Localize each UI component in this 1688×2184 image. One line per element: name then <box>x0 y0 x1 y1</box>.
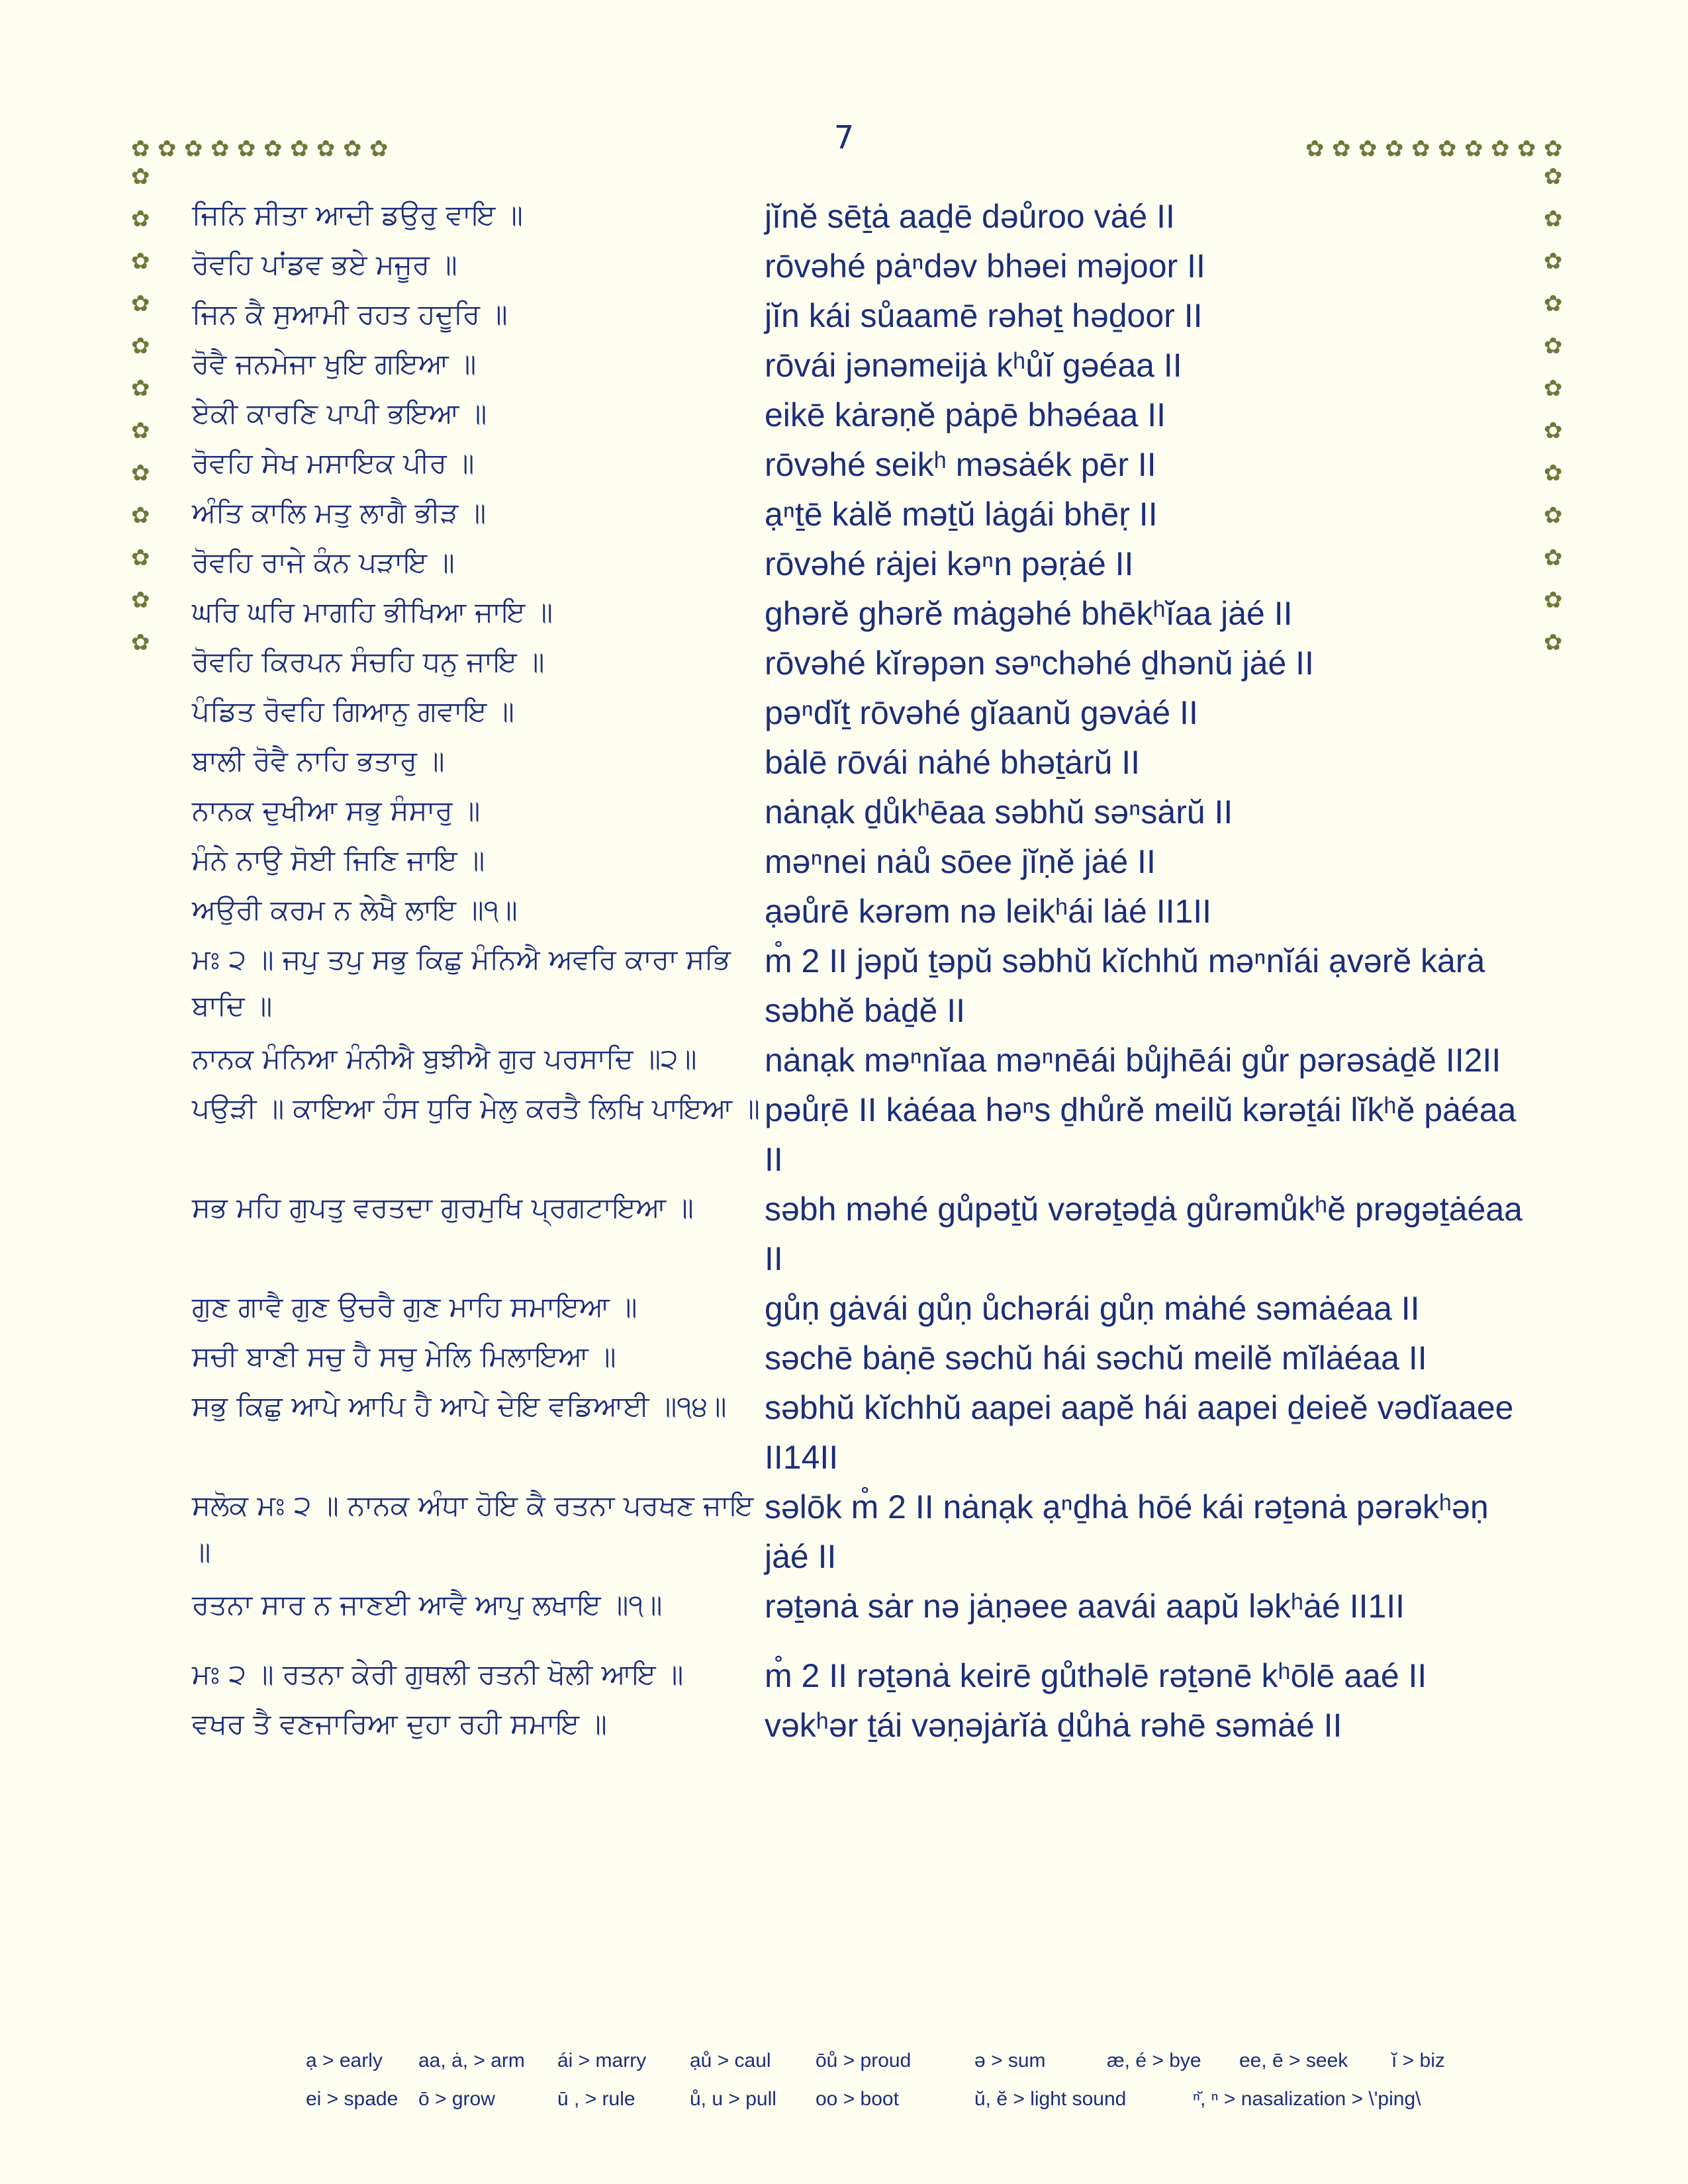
verse-row <box>192 242 1529 291</box>
flower-icon: ✿ <box>131 206 150 232</box>
transliteration-line: eikē kȧrəṇĕ pȧpē bhəéaa II <box>765 396 1166 433</box>
transliteration-line: ạəůrē kərəm nə leikʰái lȧé II1II <box>765 893 1212 930</box>
verse-row <box>192 1482 1529 1582</box>
transliteration-line: məⁿnei nȧů sōee jĭṇĕ jȧé II <box>765 843 1156 880</box>
flower-icon: ✿ <box>131 333 150 359</box>
legend-row <box>306 2080 1497 2118</box>
transliteration-line: rōvái jənəmeijȧ kʰůĭ gəéaa II <box>765 347 1182 384</box>
transliteration-line: rōvəhé kĭrəpən səⁿchəhé ḏhənŭ jȧé II <box>765 645 1314 682</box>
legend-item: ĭ > biz <box>1391 2050 1445 2071</box>
flower-icon: ✿ <box>1411 136 1430 162</box>
transliteration-line: rōvəhé pȧⁿdəv bhəei məjoor II <box>765 248 1205 285</box>
gurmukhi-line: ਪੰਡਿਤ ਰੋਵਹਿ ਗਿਆਨੁ ਗਵਾਇ ॥ <box>192 695 514 727</box>
verse-row <box>192 1085 1529 1185</box>
verse-row <box>192 1185 1529 1284</box>
flower-icon: ✿ <box>184 136 203 162</box>
gurmukhi-line: ਪਉੜੀ ॥ ਕਾਇਆ ਹੰਸ ਧੁਰਿ ਮੇਲੁ ਕਰਤੈ ਲਿਖਿ ਪਾਇਆ ॥ <box>192 1092 760 1124</box>
transliteration-line: jĭnĕ sēṯȧ aaḏē dəůroo vȧé II <box>765 198 1175 235</box>
transliteration-line: m̊ 2 II rəṯənȧ keirē gůthəlē rəṯənē kʰōlē aaé II <box>765 1657 1427 1694</box>
flower-icon: ✿ <box>131 502 150 529</box>
flower-icon: ✿ <box>1544 545 1563 571</box>
transliteration-line: rōvəhé rȧjei kəⁿn pəṛȧé II <box>765 545 1134 582</box>
transliteration-line: rəṯənȧ sȧr nə jȧṇəee aavái aapŭ ləkʰȧé II1II <box>765 1588 1405 1625</box>
flower-icon: ✿ <box>131 545 150 571</box>
legend-item: ạů > caul <box>690 2050 771 2071</box>
transliteration-line: səbhŭ kĭchhŭ aapei aapĕ hái aapei ḏeieĕ vədĭaaee II14II <box>765 1389 1514 1476</box>
flower-icon: ✿ <box>1305 136 1325 162</box>
flower-icon: ✿ <box>1544 136 1563 162</box>
legend-item: ái > marry <box>557 2050 647 2071</box>
verse-row <box>192 539 1529 589</box>
transliteration-line: ghərĕ ghərĕ mȧgəhé bhēkʰĭaa jȧé II <box>765 595 1293 632</box>
gurmukhi-line: ਅਉਰੀ ਕਰਮ ਨ ਲੇਖੈ ਲਾਇ ॥੧॥ <box>192 893 518 926</box>
gurmukhi-line: ਸਚੀ ਬਾਣੀ ਸਚੁ ਹੈ ਸਚੁ ਮੇਲਿ ਮਿਲਾਇਆ ॥ <box>192 1340 616 1373</box>
flower-icon: ✿ <box>1544 375 1563 402</box>
flower-icon: ✿ <box>211 136 230 162</box>
verse-row <box>192 440 1529 490</box>
gurmukhi-line: ਸਭ ਮਹਿ ਗੁਪਤੁ ਵਰਤਦਾ ਗੁਰਮੁਖਿ ਪ੍ਰਗਟਾਇਆ ॥ <box>192 1191 694 1224</box>
gurmukhi-line: ਵਖਰ ਤੈ ਵਣਜਾਰਿਆ ਦੁਹਾ ਰਹੀ ਸਮਾਇ ॥ <box>192 1707 607 1740</box>
verse-row <box>192 1036 1529 1085</box>
transliteration-line: gůṇ gȧvái gůṇ ůchərái gůṇ mȧhé səmȧéaa II <box>765 1290 1420 1327</box>
transliteration-line: vəkʰər ṯái vəṇəjȧrĭȧ ḏůhȧ rəhē səmȧé II <box>765 1707 1342 1744</box>
flower-icon: ✿ <box>131 375 150 402</box>
flower-icon: ✿ <box>1332 136 1351 162</box>
flower-icon: ✿ <box>1544 502 1563 529</box>
gurmukhi-line: ਏਕੀ ਕਾਰਣਿ ਪਾਪੀ ਭਇਆ ॥ <box>192 397 487 430</box>
transliteration-line: pəůṛē II kȧéaa həⁿs ḏhůrĕ meilŭ kərəṯái lĭkʰĕ pȧéaa II <box>765 1091 1517 1178</box>
page-number: 7 <box>833 119 855 156</box>
flower-icon: ✿ <box>131 460 150 486</box>
legend-item: ⁿ̆, ⁿ > nasalization > \'ping\ <box>1193 2088 1421 2110</box>
flower-icon: ✿ <box>343 136 362 162</box>
flower-icon: ✿ <box>290 136 309 162</box>
legend-item: ə > sum <box>974 2050 1046 2071</box>
flower-icon: ✿ <box>131 291 150 317</box>
flower-icon: ✿ <box>1544 460 1563 486</box>
verse-row <box>192 589 1529 639</box>
flower-icon: ✿ <box>1544 163 1563 190</box>
transliteration-line: m̊ 2 II jəpŭ ṯəpŭ səbhŭ kĭchhŭ məⁿnĭái ạvərĕ kȧrȧ səbhĕ bȧḏĕ II <box>765 942 1485 1029</box>
flower-icon: ✿ <box>131 629 150 656</box>
gurmukhi-line: ਘਰਿ ਘਰਿ ਮਾਗਹਿ ਭੀਖਿਆ ਜਾਇ ॥ <box>192 596 553 628</box>
flower-icon: ✿ <box>1385 136 1404 162</box>
legend-row <box>306 2042 1497 2080</box>
legend-item: ŭ, ĕ > light sound <box>974 2088 1127 2110</box>
gurmukhi-line: ਬਾਲੀ ਰੋਵੈ ਨਾਹਿ ਭਤਾਰੁ ॥ <box>192 745 445 777</box>
transliteration-line: səbh məhé gůpəṯŭ vərəṯəḏȧ gůrəmůkʰĕ prəgəṯȧéaa II <box>765 1191 1523 1277</box>
flower-icon: ✿ <box>1358 136 1378 162</box>
flower-icon: ✿ <box>1517 136 1536 162</box>
flower-icon: ✿ <box>237 136 256 162</box>
flower-icon: ✿ <box>1464 136 1483 162</box>
verse-row <box>192 1582 1529 1631</box>
legend-item: ō > grow <box>418 2088 495 2110</box>
gurmukhi-line: ਰੋਵਹਿ ਰਾਜੇ ਕੰਨ ਪੜਾਇ ॥ <box>192 546 455 578</box>
gurmukhi-line: ਸਭੁ ਕਿਛੁ ਆਪੇ ਆਪਿ ਹੈ ਆਪੇ ਦੇਇ ਵਡਿਆਈ ॥੧੪॥ <box>192 1390 727 1422</box>
flower-icon: ✿ <box>131 136 150 162</box>
flower-icon: ✿ <box>369 136 389 162</box>
flower-icon: ✿ <box>1544 333 1563 359</box>
gurmukhi-line: ਜਿਨਿ ਸੀਤਾ ਆਦੀ ਡਉਰੁ ਵਾਇ ॥ <box>192 199 523 231</box>
legend-item: aa, ȧ, > arm <box>418 2050 525 2071</box>
pronunciation-legend <box>306 2042 1497 2118</box>
verse-row <box>192 1284 1529 1334</box>
flower-icon: ✿ <box>131 418 150 444</box>
legend-item: ei > spade <box>306 2088 399 2110</box>
flower-icon: ✿ <box>131 163 150 190</box>
legend-item: oo > boot <box>816 2088 899 2110</box>
legend-item: ōů > proud <box>816 2050 912 2071</box>
verse-row <box>192 1701 1529 1751</box>
flower-icon: ✿ <box>1544 206 1563 232</box>
transliteration-line: nȧnạk ḏůkʰēaa səbhŭ səⁿsȧrŭ II <box>765 794 1233 831</box>
flower-icon: ✿ <box>131 587 150 614</box>
verse-row <box>192 688 1529 738</box>
verse-row <box>192 936 1529 1036</box>
gurmukhi-line: ਮੰਨੇ ਨਾਉ ਸੋਈ ਜਿਣਿ ਜਾਇ ॥ <box>192 844 485 876</box>
flower-icon: ✿ <box>1438 136 1457 162</box>
flower-icon: ✿ <box>1544 587 1563 614</box>
flower-icon: ✿ <box>158 136 177 162</box>
gurmukhi-line: ਸਲੋਕ ਮਃ ੨ ॥ ਨਾਨਕ ਅੰਧਾ ਹੋਇ ਕੈ ਰਤਨਾ ਪਰਖਣ ਜਾਇ ॥ <box>192 1489 763 1568</box>
transliteration-line: səlōk m̊ 2 II nȧnạk ạⁿḏhȧ hōé kái rəṯənȧ pərəkʰəṇ jȧé II <box>765 1488 1489 1575</box>
flower-icon: ✿ <box>1491 136 1510 162</box>
verse-row <box>192 1383 1529 1482</box>
verse-row <box>192 192 1529 242</box>
verse-row <box>192 490 1529 539</box>
legend-item: ů, u > pull <box>690 2088 776 2110</box>
gurmukhi-line: ਰੋਵਹਿ ਪਾਂਡਵ ਭਏ ਮਜੂਰ ॥ <box>192 248 457 281</box>
gurmukhi-line: ਨਾਨਕ ਮੰਨਿਆ ਮੰਨੀਐ ਬੁਝੀਐ ਗੁਰ ਪਰਸਾਦਿ ॥੨॥ <box>192 1042 697 1075</box>
transliteration-line: bȧlē rōvái nȧhé bhəṯȧrŭ II <box>765 744 1141 781</box>
verse-row <box>192 390 1529 440</box>
verse-row <box>192 738 1529 788</box>
flower-icon: ✿ <box>263 136 283 162</box>
flower-icon: ✿ <box>1544 248 1563 275</box>
transliteration-line: ạⁿṯē kȧlĕ məṯŭ lȧgái bhēṛ II <box>765 496 1158 533</box>
gurmukhi-line: ਰੋਵਹਿ ਸੇਖ ਮਸਾਇਕ ਪੀਰ ॥ <box>192 447 475 479</box>
gurmukhi-line: ਅੰਤਿ ਕਾਲਿ ਮਤੁ ਲਾਗੈ ਭੀੜ ॥ <box>192 496 487 529</box>
verse-row <box>192 887 1529 936</box>
verse-row <box>192 1651 1529 1701</box>
verse-row <box>192 341 1529 390</box>
verse-table <box>192 192 1529 1751</box>
gurmukhi-line: ਜਿਨ ਕੈ ਸੁਆਮੀ ਰਹਤ ਹਦੂਰਿ ॥ <box>192 298 508 330</box>
verse-row <box>192 291 1529 341</box>
flower-icon: ✿ <box>1544 291 1563 317</box>
legend-item: ee, ē > seek <box>1239 2050 1348 2071</box>
gurmukhi-line: ਰੋਵਹਿ ਕਿਰਪਨ ਸੰਚਹਿ ਧਨੁ ਜਾਇ ॥ <box>192 645 545 678</box>
gurmukhi-line: ਨਾਨਕ ਦੁਖੀਆ ਸਭੁ ਸੰਸਾਰੁ ॥ <box>192 794 481 827</box>
transliteration-line: pəⁿdĭṯ rōvəhé gĭaanŭ gəvȧé II <box>765 694 1198 731</box>
flower-icon: ✿ <box>1544 629 1563 656</box>
verse-row <box>192 1334 1529 1383</box>
transliteration-line: jĭn kái sůaamē rəhəṯ həḏoor II <box>765 297 1203 334</box>
flower-icon: ✿ <box>1544 418 1563 444</box>
flower-icon: ✿ <box>316 136 336 162</box>
verse-row <box>192 639 1529 688</box>
transliteration-line: nȧnạk məⁿnĭaa məⁿnēái bůjhēái gůr pərəsȧḏĕ II2II <box>765 1042 1501 1079</box>
transliteration-line: səchē bȧṇē səchŭ hái səchŭ meilĕ mĭlȧéaa II <box>765 1340 1427 1377</box>
legend-item: æ, é > bye <box>1107 2050 1201 2071</box>
gurmukhi-line: ਰੋਵੈ ਜਨਮੇਜਾ ਖੁਇ ਗਇਆ ॥ <box>192 347 477 380</box>
gurmukhi-line: ਮਃ ੨ ॥ ਰਤਨਾ ਕੇਰੀ ਗੁਥਲੀ ਰਤਨੀ ਖੋਲੀ ਆਇ ॥ <box>192 1658 684 1690</box>
transliteration-line: rōvəhé seikʰ məsȧék pēr II <box>765 446 1156 483</box>
verse-row <box>192 837 1529 887</box>
legend-item: ạ > early <box>306 2050 383 2071</box>
flower-icon: ✿ <box>131 248 150 275</box>
gurmukhi-line: ਗੁਣ ਗਾਵੈ ਗੁਣ ਉਚਰੈ ਗੁਣ ਮਾਹਿ ਸਮਾਇਆ ॥ <box>192 1291 637 1323</box>
gurmukhi-line: ਰਤਨਾ ਸਾਰ ਨ ਜਾਣਈ ਆਵੈ ਆਪੁ ਲਖਾਇ ॥੧॥ <box>192 1588 663 1621</box>
gurmukhi-line: ਮਃ ੨ ॥ ਜਪੁ ਤਪੁ ਸਭੁ ਕਿਛੁ ਮੰਨਿਐ ਅਵਰਿ ਕਾਰਾ ਸਭਿ ਬਾਦਿ ॥ <box>192 943 739 1022</box>
legend-item: ū , > rule <box>557 2088 635 2110</box>
verse-row <box>192 788 1529 837</box>
